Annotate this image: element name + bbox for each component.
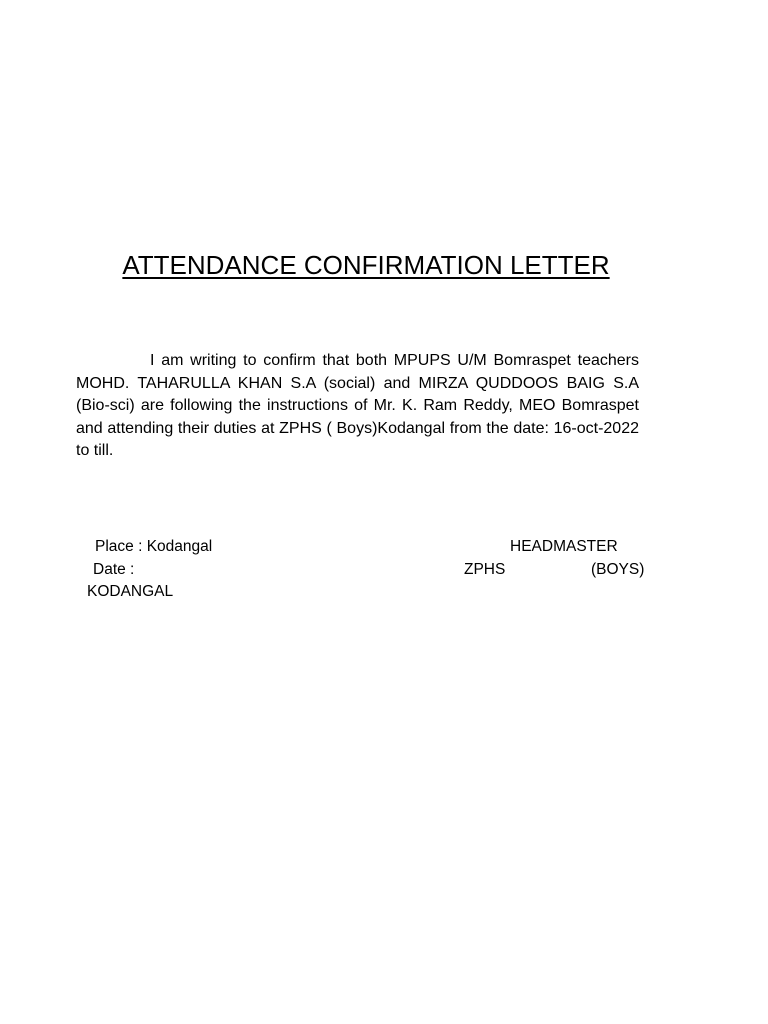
letter-title: ATTENDANCE CONFIRMATION LETTER [122, 250, 610, 280]
signatory-school-type: (BOYS) [591, 561, 645, 578]
date-line: Date : [93, 561, 135, 578]
letter-body: I am writing to confirm that both MPUPS U/M Bomraspet teachers MOHD. TAHARULLA KHAN S.A (social) and MIRZA QUDDOOS BAIG S.A (Bio-sci) are following the instructions of Mr. K. Ram Reddy, MEO Bomraspet and attending their duties at ZPHS ( Boys)Kodangal from the date: 16-oct-2022 to till. [76, 352, 639, 459]
place-line: Place : Kodangal [95, 538, 213, 555]
signatory-location: KODANGAL [87, 583, 174, 600]
signatory-title: HEADMASTER [510, 538, 618, 555]
signatory-school: ZPHS [464, 561, 506, 578]
